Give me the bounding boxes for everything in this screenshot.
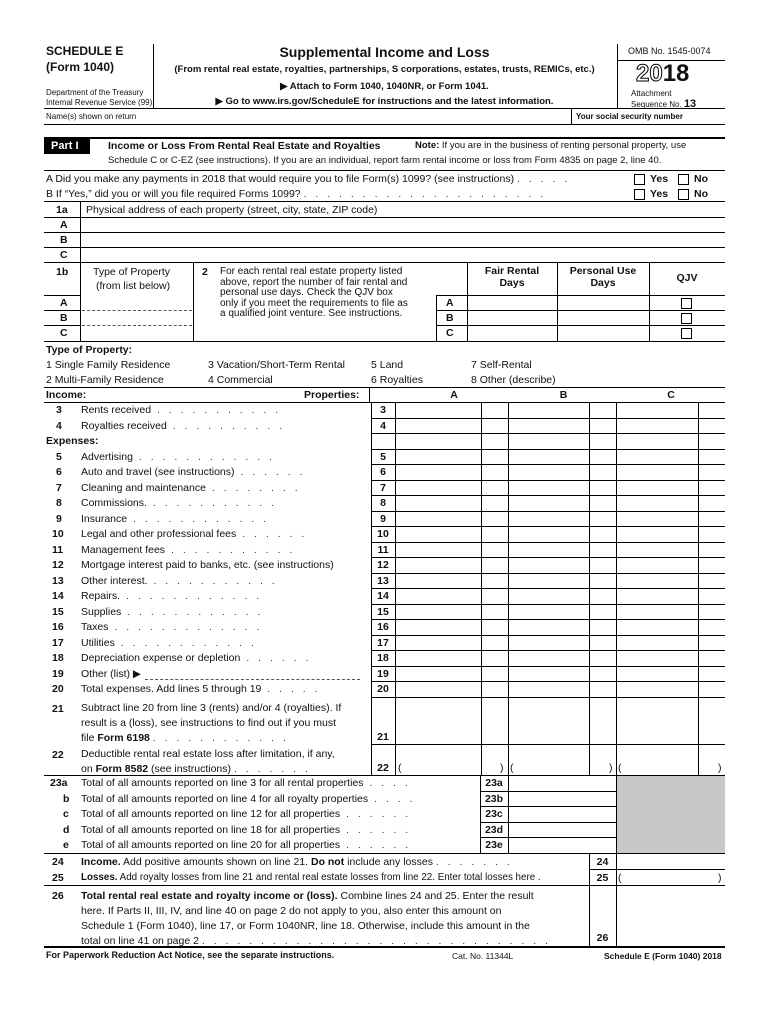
line-14-label: Repairs. . . . . . . . . . . . .	[81, 590, 263, 602]
line-14-box: 14	[377, 590, 389, 602]
line-3-amount-a[interactable]	[396, 403, 481, 417]
type-2: 2 Multi-Family Residence	[46, 374, 164, 386]
line-22-paren-b-close: )	[609, 762, 613, 774]
line-21-num: 21	[52, 703, 64, 715]
form-title: Supplemental Income and Loss	[279, 44, 490, 60]
qjv-checkbox-c[interactable]	[681, 328, 692, 339]
line-5-amount-a[interactable]	[396, 450, 481, 464]
line-23a-box: 23a	[485, 777, 503, 789]
type-row-c: C	[60, 327, 68, 339]
line-5-amount-c[interactable]	[617, 450, 698, 464]
type-row-a: A	[60, 297, 68, 309]
question-a: A Did you make any payments in 2018 that would require you to file Form(s) 1099? (see instructions) . . . . .	[46, 173, 571, 185]
line-17-box: 17	[377, 636, 389, 649]
part-note-cont: Schedule C or C-EZ (see instructions). If you are an individual, report farm rental income or loss from Form 4835 on page 2, line 40.	[108, 155, 662, 166]
line-9-amount-b[interactable]	[509, 512, 589, 526]
line-19-amount-b[interactable]	[509, 667, 589, 681]
line-22-num: 22	[52, 749, 64, 761]
line-23e-box: 23e	[485, 839, 503, 851]
line-10-amount-a[interactable]	[396, 527, 481, 541]
type-1: 1 Single Family Residence	[46, 359, 171, 371]
days-row-c: C	[446, 327, 454, 339]
line-20-label: Total expenses. Add lines 5 through 19 . . . . .	[81, 683, 321, 695]
address-row-a: A	[60, 219, 68, 231]
qjv-checkbox-a[interactable]	[681, 298, 692, 309]
line-16-amount-b[interactable]	[509, 620, 589, 634]
line-10-label: Legal and other professional fees . . . . . .	[81, 528, 308, 540]
line-13-box: 13	[377, 574, 389, 587]
line-6-box: 6	[380, 466, 386, 478]
line-8-box: 8	[380, 497, 386, 509]
type-7: 7 Self-Rental	[471, 359, 532, 371]
line-25-paren-close: )	[718, 872, 722, 884]
line-7-num: 7	[56, 481, 62, 494]
type-of-property-heading: Type of Property:	[46, 344, 133, 356]
line-5-label: Advertising . . . . . . . . . . . .	[81, 450, 275, 463]
part-tag: Part I	[44, 139, 90, 154]
question-b-yes-checkbox[interactable]	[634, 189, 645, 200]
line-23d-amount[interactable]	[509, 823, 615, 836]
line-19-label: Other (list) ▶	[81, 667, 141, 680]
line-20-box: 20	[377, 683, 389, 695]
line-14-amount-a[interactable]	[396, 589, 481, 603]
footer-cat-number: Cat. No. 11344L	[452, 951, 514, 961]
days-row-b: B	[446, 312, 454, 324]
question-a-yes-checkbox[interactable]	[634, 174, 645, 185]
line-1b-label: Type of Property	[93, 266, 171, 278]
line-15-amount-b[interactable]	[509, 605, 589, 619]
type-4: 4 Commercial	[208, 374, 273, 386]
type-row-b: B	[60, 312, 68, 324]
line-14-num: 14	[52, 590, 64, 602]
line-22-box: 22	[377, 762, 389, 774]
line-17-label: Utilities . . . . . . . . . . . .	[81, 636, 257, 649]
line-25-text: Losses. Add royalty losses from line 21 and rental real estate losses from line 22. Enter total losses here .	[81, 872, 541, 883]
line-17-amount-a[interactable]	[396, 636, 481, 650]
line-23b-box: 23b	[484, 792, 504, 805]
line-6-num: 6	[56, 466, 62, 478]
line-22-paren-b-open: (	[510, 762, 514, 774]
line-11-num: 11	[52, 543, 64, 556]
form-subtitle: (From rental real estate, royalties, partnerships, S corporations, estates, trusts, REMICs, etc.)	[174, 64, 595, 75]
line-2-num: 2	[202, 266, 208, 278]
question-a-no-label: No	[694, 173, 708, 185]
line-16-label: Taxes . . . . . . . . . . . . .	[81, 621, 263, 633]
question-b-no-label: No	[694, 188, 708, 200]
line-4-num: 4	[56, 419, 62, 432]
type-5: 5 Land	[371, 359, 404, 371]
line-5-num: 5	[56, 450, 62, 463]
line-11-amount-a[interactable]	[396, 543, 481, 557]
line-15-amount-c[interactable]	[617, 605, 698, 619]
line-18-num: 18	[52, 652, 64, 664]
line-17-amount-b[interactable]	[509, 636, 589, 650]
line-22-paren-c-open: (	[618, 762, 622, 774]
line-5-amount-b[interactable]	[509, 450, 589, 464]
line-11-label: Management fees . . . . . . . . . . .	[81, 543, 296, 556]
line-9-amount-c[interactable]	[617, 512, 698, 526]
line-26-box: 26	[596, 932, 609, 944]
line-10-amount-b[interactable]	[509, 527, 589, 541]
line-21-text: Subtract line 20 from line 3 (rents) and/or 4 (royalties). If result is a (loss), see instructions to find out if you must file Form 6198 . . . . . . . . . . . .	[81, 702, 342, 744]
line-7-label: Cleaning and maintenance . . . . . . . .	[81, 481, 301, 494]
line-12-amount-b[interactable]	[509, 558, 589, 572]
line-23b-amount[interactable]	[509, 792, 615, 805]
qjv-checkbox-b[interactable]	[681, 313, 692, 324]
line-15-label: Supplies . . . . . . . . . . . .	[81, 605, 264, 618]
line-9-label: Insurance . . . . . . . . . . . .	[81, 512, 270, 525]
line-11-amount-b[interactable]	[509, 543, 589, 557]
line-13-num: 13	[52, 574, 64, 587]
attach-instruction: ▶ Attach to Form 1040, 1040NR, or Form 1041.	[280, 81, 489, 92]
line-18-amount-a[interactable]	[396, 651, 481, 665]
line-3-label: Rents received . . . . . . . . . . .	[81, 404, 282, 416]
line-8-amount-b[interactable]	[509, 496, 589, 510]
line-4-box: 4	[380, 419, 386, 432]
line-23e-label: Total of all amounts reported on line 20 for all properties . . . . . .	[81, 839, 412, 851]
line-6-label: Auto and travel (see instructions) . . . . . .	[81, 466, 306, 478]
line-23d-num: d	[63, 823, 70, 836]
dept-irs: Internal Revenue Service (99)	[46, 98, 153, 107]
goto-instruction: ▶ Go to www.irs.gov/ScheduleE for instructions and the latest information.	[215, 96, 554, 107]
line-8-amount-a[interactable]	[396, 496, 481, 510]
question-a-no-checkbox[interactable]	[678, 174, 689, 185]
line-19-amount-a[interactable]	[396, 667, 481, 681]
properties-heading: Properties:	[304, 389, 360, 401]
line-26-num: 26	[52, 890, 64, 902]
line-19-amount-c[interactable]	[617, 667, 698, 681]
question-b-no-checkbox[interactable]	[678, 189, 689, 200]
line-23c-num: c	[63, 808, 69, 820]
line-7-amount-c[interactable]	[617, 481, 698, 495]
attachment-label: Attachment	[631, 89, 672, 98]
footer-paperwork-notice: For Paperwork Reduction Act Notice, see the separate instructions.	[46, 950, 335, 960]
line-17-num: 17	[52, 636, 64, 649]
line-20-num: 20	[52, 683, 64, 695]
tax-year: 2018	[636, 60, 690, 87]
line-23a-label: Total of all amounts reported on line 3 for all rental properties . . . .	[81, 777, 411, 789]
line-15-num: 15	[52, 605, 64, 618]
line-22-paren-a-close: )	[500, 762, 504, 774]
line-23c-amount[interactable]	[509, 807, 615, 820]
line-9-amount-a[interactable]	[396, 512, 481, 526]
type-8: 8 Other (describe)	[471, 374, 556, 386]
dept-treasury: Department of the Treasury	[46, 88, 144, 97]
line-19-box: 19	[377, 667, 389, 680]
omb-number: OMB No. 1545-0074	[628, 46, 711, 56]
question-b: B If “Yes,” did you or will you file required Forms 1099? . . . . . . . . . . . . . . . . . . . . .	[46, 188, 547, 200]
line-25-paren-open: (	[618, 872, 622, 884]
line-22-paren-c-close: )	[718, 762, 722, 774]
line-6-amount-a[interactable]	[396, 465, 481, 479]
line-9-num: 9	[56, 512, 62, 525]
address-row-c: C	[60, 249, 68, 261]
line-23d-label: Total of all amounts reported on line 18 for all properties . . . . . .	[81, 823, 412, 836]
line-3-amount-c[interactable]	[617, 403, 698, 417]
footer-form-id: Schedule E (Form 1040) 2018	[604, 951, 722, 961]
sequence-label: Sequence No. 13	[631, 98, 697, 110]
line-11-box: 11	[377, 543, 389, 556]
line-25-box: 25	[596, 872, 609, 884]
line-13-amount-b[interactable]	[509, 574, 589, 588]
line-13-label: Other interest. . . . . . . . . . . .	[81, 574, 278, 587]
line-13-amount-c[interactable]	[617, 574, 698, 588]
line-3-amount-b[interactable]	[509, 403, 589, 417]
line-11-amount-c[interactable]	[617, 543, 698, 557]
line-23a-num: 23a	[50, 777, 68, 789]
line-1b-label-2: (from list below)	[96, 280, 171, 292]
qjv-header: QJV	[676, 272, 698, 284]
line-22-paren-a-open: (	[398, 762, 402, 774]
line-4-amount-a[interactable]	[396, 419, 481, 433]
line-16-num: 16	[52, 621, 64, 633]
line-20-amount-c[interactable]	[617, 682, 698, 696]
line-18-label: Depreciation expense or depletion . . . . . .	[81, 652, 312, 664]
income-heading: Income:	[46, 389, 87, 401]
column-a-header: A	[450, 389, 458, 401]
line-22-text: Deductible rental real estate loss after limitation, if any, on Form 8582 (see instructions) . . . . . . .	[81, 748, 335, 775]
line-21-box: 21	[377, 731, 389, 743]
line-26-text: Total rental real estate and royalty income or (loss). Combine lines 24 and 25. Enter the result here. If Parts II, III, IV, and line 40 on page 2 do not apply to you, also enter this amount on Schedule 1 (Form 1040), line 17, or Form 1040NR, line 18. Otherwise, include this amount in the total on line 41 on page 2 . . . . . . . . . . . . . . . . . . . . . . . . . . . . . .	[81, 890, 551, 947]
line-18-box: 18	[377, 652, 389, 664]
schedule-name: SCHEDULE E	[46, 44, 124, 58]
line-9-box: 9	[380, 512, 386, 525]
line-19-num: 19	[52, 667, 64, 680]
line-24-text: Income. Add positive amounts shown on line 21. Do not include any losses . . . . . . .	[81, 856, 513, 868]
line-8-amount-c[interactable]	[617, 496, 698, 510]
line-8-label: Commissions. . . . . . . . . . . .	[81, 497, 278, 509]
line-4-amount-c[interactable]	[617, 419, 698, 433]
part-note: Note: If you are in the business of renting personal property, use	[415, 140, 687, 151]
line-14-amount-c[interactable]	[617, 589, 698, 603]
line-4-amount-b[interactable]	[509, 419, 589, 433]
fair-rental-header: Fair Rental Days	[484, 265, 540, 289]
line-24-num: 24	[52, 856, 64, 868]
expenses-heading: Expenses:	[46, 435, 99, 447]
line-7-amount-a[interactable]	[396, 481, 481, 495]
line-6-amount-b[interactable]	[509, 465, 589, 479]
line-10-box: 10	[377, 528, 389, 540]
form-number: (Form 1040)	[46, 60, 115, 74]
line-23c-label: Total of all amounts reported on line 12 for all properties . . . . . .	[81, 808, 412, 820]
line-1b-num: 1b	[56, 266, 69, 278]
line-7-amount-b[interactable]	[509, 481, 589, 495]
line-20-amount-a[interactable]	[396, 682, 481, 696]
line-23b-num: b	[63, 792, 70, 805]
personal-use-header: Personal Use Days	[569, 265, 637, 289]
line-17-amount-c[interactable]	[617, 636, 698, 650]
line-12-num: 12	[52, 559, 64, 571]
line-3-box: 3	[380, 404, 386, 416]
column-b-header: B	[559, 389, 568, 401]
line-14-amount-b[interactable]	[509, 589, 589, 603]
line-23d-box: 23d	[484, 823, 504, 836]
line-8-num: 8	[56, 497, 62, 509]
line-6-amount-c[interactable]	[617, 465, 698, 479]
line-10-amount-c[interactable]	[617, 527, 698, 541]
line-18-amount-c[interactable]	[617, 651, 698, 665]
ssn-label: Your social security number	[576, 112, 683, 121]
column-c-header: C	[667, 389, 675, 401]
line-24-box: 24	[596, 856, 609, 868]
line-12-label: Mortgage interest paid to banks, etc. (see instructions)	[81, 559, 334, 571]
question-b-yes-label: Yes	[650, 188, 669, 200]
line-1a-label: Physical address of each property (street, city, state, ZIP code)	[86, 204, 378, 216]
type-6: 6 Royalties	[371, 374, 423, 386]
line-1a-num: 1a	[56, 204, 68, 216]
line-23e-num: e	[63, 839, 69, 851]
line-2-text: For each rental real estate property listed above, report the number of fair rental and personal use days. Check the QJV box only if you meet the requirements to file as a qualified joint venture. See instructions.	[220, 266, 408, 319]
line-25-num: 25	[52, 872, 64, 884]
line-12-amount-a[interactable]	[396, 558, 481, 572]
line-12-amount-c[interactable]	[617, 558, 698, 572]
line-15-box: 15	[377, 605, 389, 618]
part-title: Income or Loss From Rental Real Estate and Royalties	[108, 140, 381, 152]
type-3: 3 Vacation/Short-Term Rental	[208, 359, 345, 371]
line-23e-amount[interactable]	[509, 838, 615, 851]
days-row-a: A	[446, 297, 454, 309]
line-16-box: 16	[377, 621, 389, 633]
line-20-amount-b[interactable]	[509, 682, 589, 696]
line-23a-amount[interactable]	[509, 776, 615, 789]
line-23-shaded-area	[617, 776, 725, 853]
line-16-amount-a[interactable]	[396, 620, 481, 634]
line-23b-label: Total of all amounts reported on line 4 for all royalty properties . . . .	[81, 792, 416, 805]
line-3-num: 3	[56, 404, 62, 416]
names-label: Name(s) shown on return	[46, 112, 137, 121]
line-12-box: 12	[377, 559, 389, 571]
line-23c-box: 23c	[485, 808, 503, 820]
line-16-amount-c[interactable]	[617, 620, 698, 634]
line-10-num: 10	[52, 528, 64, 540]
line-7-box: 7	[380, 481, 386, 494]
line-15-amount-a[interactable]	[396, 605, 481, 619]
line-4-label: Royalties received . . . . . . . . . .	[81, 419, 286, 432]
line-13-amount-a[interactable]	[396, 574, 481, 588]
line-5-box: 5	[380, 450, 386, 463]
question-a-yes-label: Yes	[650, 173, 669, 185]
line-18-amount-b[interactable]	[509, 651, 589, 665]
address-row-b: B	[60, 234, 68, 246]
